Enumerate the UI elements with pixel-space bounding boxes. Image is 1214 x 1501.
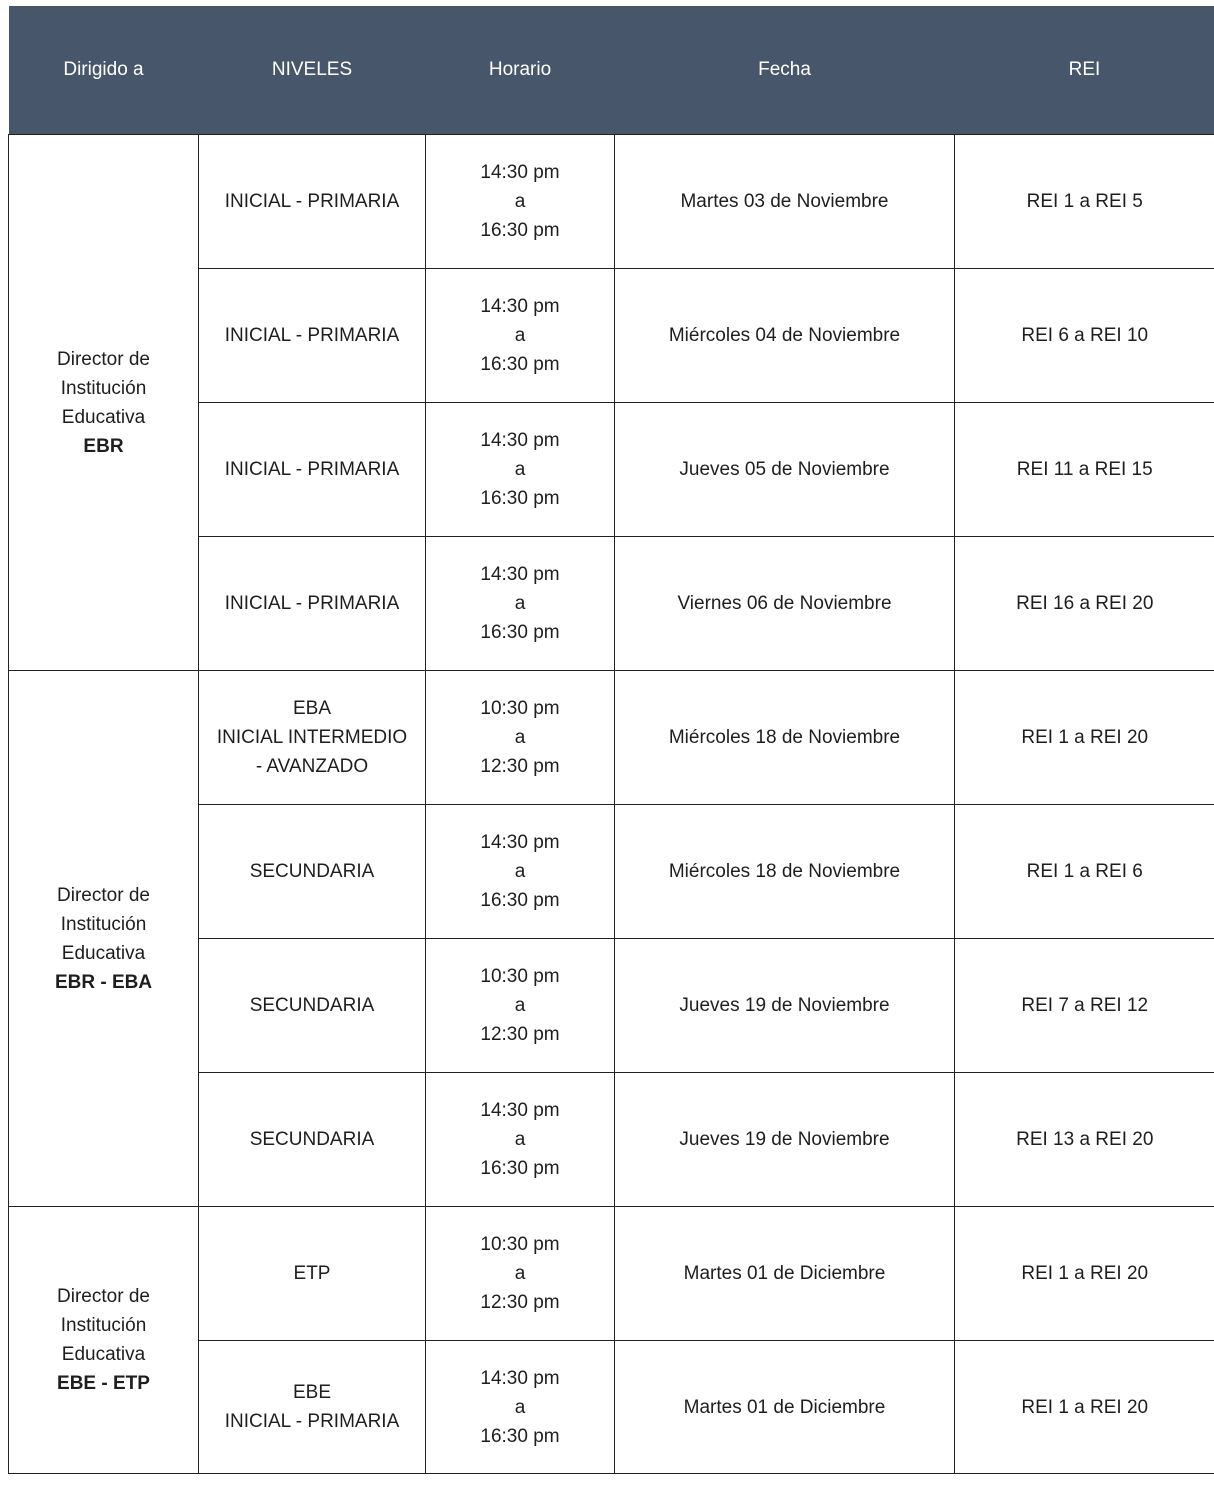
- niveles-cell: [199, 537, 426, 671]
- header-fecha: Fecha: [615, 6, 955, 135]
- niveles-cell: [199, 671, 426, 805]
- rei-cell: REI 13 a REI 20: [955, 1073, 1214, 1207]
- fecha-cell: Martes 01 de Diciembre: [615, 1207, 955, 1341]
- niveles-line: INICIAL INTERMEDIO: [216, 727, 408, 748]
- group-label-line: Institución: [60, 913, 147, 935]
- fecha-cell: Miércoles 18 de Noviembre: [615, 805, 955, 939]
- group-label-bold: EBR: [83, 435, 124, 457]
- rei-cell: REI 1 a REI 20: [955, 1207, 1214, 1341]
- niveles-line: - AVANZADO: [255, 756, 369, 777]
- fecha-cell: Martes 01 de Diciembre: [615, 1341, 955, 1474]
- niveles-line: INICIAL - PRIMARIA: [224, 325, 400, 346]
- horario-end: 16:30 pm: [480, 622, 560, 643]
- horario-sep: a: [514, 861, 526, 882]
- niveles-line: SECUNDARIA: [249, 995, 375, 1016]
- group-label-line: Educativa: [61, 406, 146, 428]
- group-label-ebr-eba: [9, 671, 199, 1207]
- horario-cell: [426, 135, 615, 269]
- rei-cell: REI 1 a REI 20: [955, 1341, 1214, 1474]
- group-label-ebe-etp: [9, 1207, 199, 1474]
- rei-cell: REI 1 a REI 5: [955, 135, 1214, 269]
- horario-cell: [426, 1341, 615, 1474]
- horario-sep: a: [514, 1129, 526, 1150]
- group-label-line: Director de: [57, 884, 150, 906]
- niveles-cell: [199, 1341, 426, 1474]
- header-niveles: NIVELES: [199, 6, 426, 135]
- horario-cell: [426, 537, 615, 671]
- horario-sep: a: [514, 191, 526, 212]
- horario-cell: [426, 403, 615, 537]
- horario-end: 12:30 pm: [480, 756, 560, 777]
- horario-start: 14:30 pm: [480, 832, 560, 853]
- rei-cell: REI 7 a REI 12: [955, 939, 1214, 1073]
- group-label-line: Educativa: [61, 1344, 146, 1365]
- horario-cell: [426, 805, 615, 939]
- schedule-table: [8, 6, 1214, 1474]
- niveles-cell: [199, 1073, 426, 1207]
- niveles-line: ETP: [293, 1263, 331, 1284]
- horario-start: 14:30 pm: [480, 162, 560, 183]
- fecha-cell: Viernes 06 de Noviembre: [615, 537, 955, 671]
- header-rei: REI: [955, 6, 1214, 135]
- horario-start: 14:30 pm: [480, 296, 560, 317]
- rei-cell: REI 1 a REI 20: [955, 671, 1214, 805]
- horario-sep: a: [514, 727, 526, 748]
- rei-cell: REI 16 a REI 20: [955, 537, 1214, 671]
- niveles-line: INICIAL - PRIMARIA: [224, 191, 400, 212]
- rei-cell: REI 1 a REI 6: [955, 805, 1214, 939]
- horario-end: 16:30 pm: [480, 1425, 560, 1447]
- horario-sep: a: [514, 459, 526, 480]
- horario-cell: [426, 1073, 615, 1207]
- horario-sep: a: [514, 995, 526, 1016]
- group-label-ebr: [9, 135, 199, 671]
- horario-start: 14:30 pm: [480, 430, 560, 451]
- horario-cell: [426, 1207, 615, 1341]
- horario-sep: a: [514, 325, 526, 346]
- horario-start: 10:30 pm: [480, 698, 560, 719]
- header-row: [9, 6, 1214, 135]
- horario-sep: a: [514, 593, 526, 614]
- fecha-cell: Jueves 05 de Noviembre: [615, 403, 955, 537]
- group-label-line: Director de: [57, 1286, 150, 1307]
- niveles-cell: [199, 805, 426, 939]
- group-label-line: Director de: [57, 348, 150, 370]
- header-dirigido: Dirigido a: [9, 6, 199, 135]
- fecha-cell: Martes 03 de Noviembre: [615, 135, 955, 269]
- horario-end: 16:30 pm: [480, 890, 560, 911]
- horario-end: 16:30 pm: [480, 1158, 560, 1179]
- horario-start: 14:30 pm: [480, 1100, 560, 1121]
- group-label-line: Educativa: [61, 942, 146, 964]
- niveles-line: EBE: [292, 1382, 332, 1403]
- niveles-line: SECUNDARIA: [249, 861, 375, 882]
- rei-cell: REI 6 a REI 10: [955, 269, 1214, 403]
- horario-end: 12:30 pm: [480, 1292, 560, 1313]
- niveles-cell: [199, 269, 426, 403]
- niveles-cell: [199, 1207, 426, 1341]
- fecha-cell: Jueves 19 de Noviembre: [615, 939, 955, 1073]
- niveles-line: INICIAL - PRIMARIA: [224, 459, 400, 480]
- table-header: [9, 6, 1214, 135]
- horario-cell: [426, 671, 615, 805]
- horario-cell: [426, 939, 615, 1073]
- table-row: [9, 671, 1214, 805]
- group-label-bold: EBR - EBA: [54, 971, 153, 993]
- header-horario: Horario: [426, 6, 615, 135]
- fecha-cell: Miércoles 04 de Noviembre: [615, 269, 955, 403]
- niveles-cell: [199, 939, 426, 1073]
- rei-cell: REI 11 a REI 15: [955, 403, 1214, 537]
- group-label-bold: EBE - ETP: [57, 1373, 150, 1394]
- horario-start: 10:30 pm: [480, 1234, 560, 1255]
- horario-end: 12:30 pm: [480, 1024, 560, 1045]
- horario-cell: [426, 269, 615, 403]
- fecha-cell: Miércoles 18 de Noviembre: [615, 671, 955, 805]
- niveles-cell: [199, 135, 426, 269]
- horario-end: 16:30 pm: [480, 220, 560, 241]
- niveles-line: INICIAL - PRIMARIA: [224, 1411, 400, 1432]
- fecha-cell: Jueves 19 de Noviembre: [615, 1073, 955, 1207]
- horario-end: 16:30 pm: [480, 354, 560, 375]
- niveles-cell: [199, 403, 426, 537]
- niveles-line: EBA: [292, 698, 332, 719]
- niveles-line: INICIAL - PRIMARIA: [224, 593, 400, 614]
- horario-start: 14:30 pm: [480, 1367, 560, 1389]
- horario-sep: a: [514, 1263, 526, 1284]
- table-row: [9, 135, 1214, 269]
- group-label-line: Institución: [60, 1315, 147, 1336]
- horario-start: 10:30 pm: [480, 966, 560, 987]
- horario-start: 14:30 pm: [480, 564, 560, 585]
- table-row: [9, 1207, 1214, 1341]
- group-label-line: Institución: [60, 377, 147, 399]
- horario-sep: a: [514, 1396, 526, 1418]
- table-body: [9, 135, 1214, 1474]
- horario-end: 16:30 pm: [480, 488, 560, 509]
- niveles-line: SECUNDARIA: [249, 1129, 375, 1150]
